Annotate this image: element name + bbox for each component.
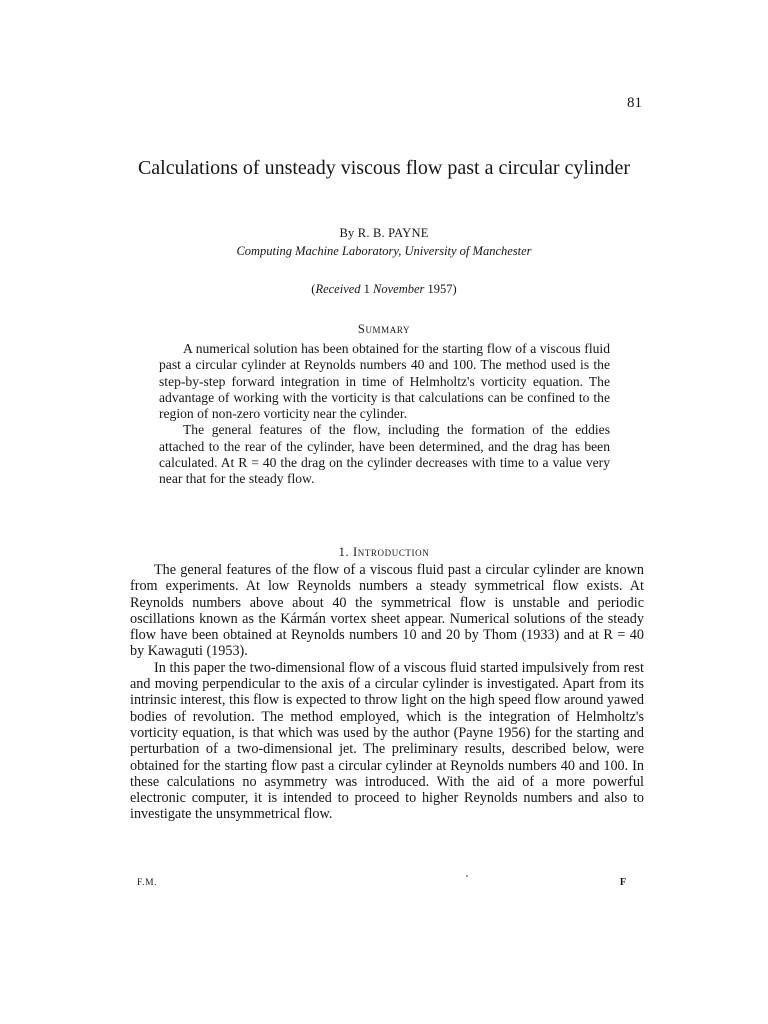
introduction-heading: 1. Introduction bbox=[338, 545, 430, 559]
received-month: November bbox=[373, 282, 425, 296]
introduction-body bbox=[130, 562, 644, 823]
received-year: 1957) bbox=[424, 282, 457, 296]
received-open: ( bbox=[311, 282, 316, 296]
author-byline: By R. B. PAYNE bbox=[339, 226, 429, 240]
summary-body bbox=[159, 341, 610, 488]
page-number: 81 bbox=[627, 95, 642, 111]
summary-paragraph: The general features of the flow, including the formation of the eddies attached to the rear of the cylinder, have been determined, and the drag has been calculated. At R = 40 the drag on the cylinder decreases with time to a value very near that for the steady flow. bbox=[159, 422, 610, 487]
print-speck bbox=[466, 875, 468, 877]
introduction-paragraph: The general features of the flow of a viscous fluid past a circular cylinder are known from experiments. At low Reynolds numbers a steady symmetrical flow exists. At Reynolds numbers above about 40 the symmetrical flow is unstable and periodic oscillations known as the Kármán vortex sheet appear. Numerical solutions of the steady flow have been obtained at Reynolds numbers 10 and 20 by Thom (1933) and at R = 40 by Kawaguti (1953). bbox=[130, 562, 644, 660]
author-affiliation: Computing Machine Laboratory, University of Manchester bbox=[236, 244, 532, 258]
received-day: 1 bbox=[360, 282, 374, 296]
summary-paragraph: A numerical solution has been obtained for the starting flow of a viscous fluid past a circular cylinder at Reynolds numbers 40 and 100. The method used is the step-by-step forward integration in time of Helmholtz's vorticity equation. The advantage of working with the vorticity is that calculations can be confined to the region of non-zero vorticity near the cylinder. bbox=[159, 341, 610, 422]
received-date bbox=[0, 282, 768, 297]
received-word: Received bbox=[315, 282, 361, 296]
footer-journal-signature: F.M. bbox=[137, 878, 158, 888]
summary-heading: Summary bbox=[357, 322, 411, 336]
paper-title: Calculations of unsteady viscous flow past a circular cylinder bbox=[137, 157, 631, 179]
footer-gathering-mark: F bbox=[619, 877, 626, 888]
introduction-paragraph: In this paper the two-dimensional flow of a viscous fluid started impulsively from rest and moving perpendicular to the axis of a circular cylinder is investigated. Apart from its intrinsic interest, this flow is expected to throw light on the high speed flow around yawed bodies of revolution. The method employed, which is the integration of Helmholtz's vorticity equation, is that which was used by the author (Payne 1956) for the starting and perturbation of a two-dimensional jet. The preliminary results, described below, were obtained for the starting flow past a circular cylinder at Reynolds numbers 40 and 100. In these calculations no asymmetry was introduced. With the aid of a more powerful electronic computer, it is intended to proceed to higher Reynolds numbers and also to investigate the unsymmetrical flow. bbox=[130, 659, 644, 823]
